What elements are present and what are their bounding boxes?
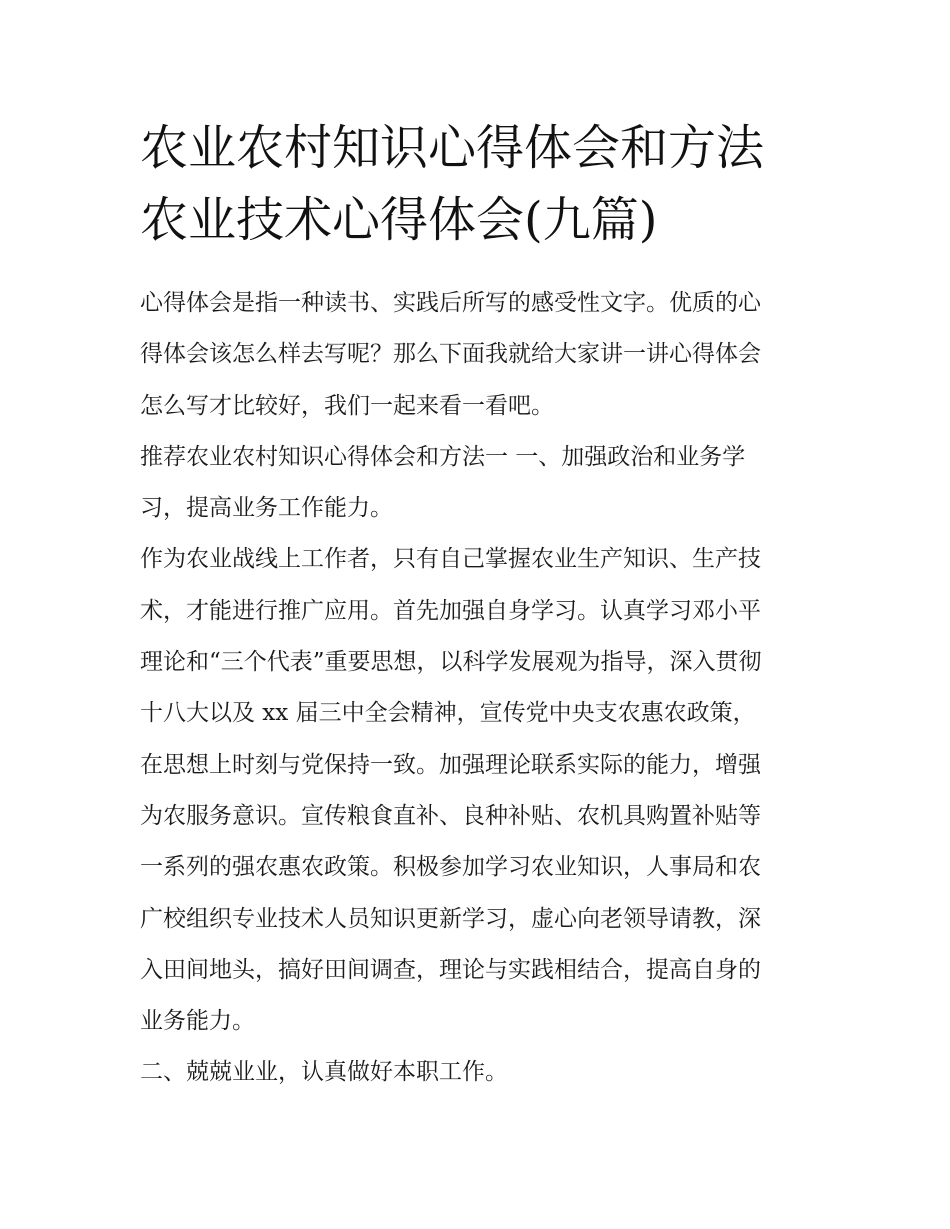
document-title xyxy=(140,112,820,256)
body-line: 二、兢兢业业，认真做好本职工作。 xyxy=(140,1059,508,1086)
body-line: 得体会该怎么样去写呢？那么下面我就给大家讲一讲心得体会 xyxy=(140,341,761,368)
body-line: 作为农业战线上工作者，只有自己掌握农业生产知识、生产技 xyxy=(140,546,761,573)
body-line: 为农服务意识。宣传粮食直补、良种补贴、农机具购置补贴等 xyxy=(140,802,761,829)
body-line: 业务能力。 xyxy=(140,1008,255,1035)
body-line: 在思想上时刻与党保持一致。加强理论联系实际的能力，增强 xyxy=(140,751,761,778)
body-line: 广校组织专业技术人员知识更新学习，虚心向老领导请教，深 xyxy=(140,905,761,932)
title-line-2: 农业技术心得体会(九篇) xyxy=(140,192,658,248)
body-line: 一系列的强农惠农政策。积极参加学习农业知识，人事局和农 xyxy=(140,854,761,881)
body-line: 入田间地头，搞好田间调查，理论与实践相结合，提高自身的 xyxy=(140,956,761,983)
body-line: 推荐农业农村知识心得体会和方法一 一、加强政治和业务学 xyxy=(140,443,746,470)
body-line: 习，提高业务工作能力。 xyxy=(140,495,393,522)
body-line: 理论和“三个代表”重要思想，以科学发展观为指导，深入贯彻 xyxy=(140,649,762,676)
title-line-1: 农业农村知识心得体会和方法 xyxy=(140,120,765,176)
body-line: 心得体会是指一种读书、实践后所写的感受性文字。优质的心 xyxy=(140,290,761,316)
body-line: 术，才能进行推广应用。首先加强自身学习。认真学习邓小平 xyxy=(140,597,761,624)
body-line: 十八大以及 xx 届三中全会精神，宣传党中央支农惠农政策， xyxy=(140,700,756,727)
document-body xyxy=(140,278,820,1099)
body-line: 怎么写才比较好，我们一起来看一看吧。 xyxy=(140,392,554,419)
